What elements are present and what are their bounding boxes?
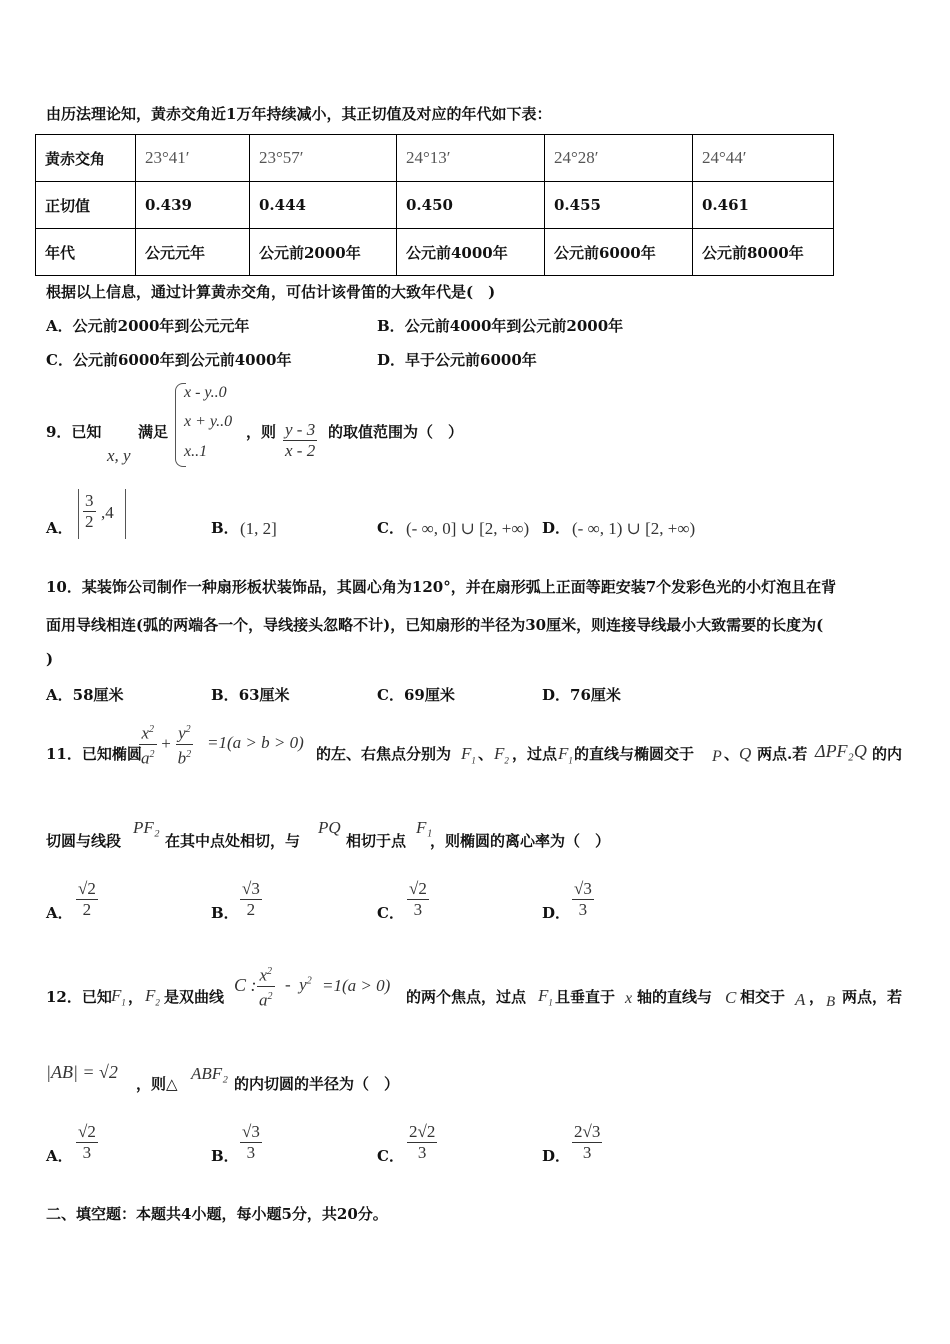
ellipse-equation: $\frac{x^2}{a^2}$ + $\frac{y^2}{b^2}$ xyxy=(141,723,192,768)
table-cell: 公元前8000年 xyxy=(693,229,834,276)
hyperbola-y-term: - $y^2$ xyxy=(285,975,312,994)
q12-option-c-value: $\frac{2√2}{3}$ xyxy=(409,1122,436,1162)
point-f1: $F_1$ xyxy=(111,986,126,1008)
option-text: 58厘米 xyxy=(72,686,124,704)
option-label: A． xyxy=(46,317,73,335)
point-a: A xyxy=(795,990,806,1009)
point-b: B xyxy=(826,994,836,1010)
q11-option-c-value: $\frac{√2}{3}$ xyxy=(409,879,427,919)
denominator: 2 xyxy=(85,512,94,531)
q12-text: ， xyxy=(128,988,144,1006)
q9-vars: x, y xyxy=(107,446,131,465)
point-f1: $F_1$ xyxy=(461,744,476,766)
q11-text: 两点.若 xyxy=(757,745,808,763)
q12-option-d-value: $\frac{2√3}{3}$ xyxy=(574,1122,601,1162)
intro-text: 由历法理论知，黄赤交角近1万年持续减小，其正切值及对应的年代如下表： xyxy=(46,105,552,123)
q10-line1: 10．某装饰公司制作一种扇形板状装饰品，其圆心角为120°，并在扇形弧上正面等距安装7个发彩色光的小灯泡且在背 xyxy=(46,578,837,596)
table-cell: 公元前4000年 xyxy=(397,229,545,276)
q12-text: ，则△ xyxy=(136,1075,178,1093)
q11-text: ，过点 xyxy=(512,745,558,763)
q9-suffix: 的取值范围为（ ） xyxy=(328,423,464,441)
q9-then: ，则 xyxy=(246,423,277,441)
q12-option-c[interactable]: C． xyxy=(377,1147,404,1165)
q11-text: 的直线与椭圆交于 xyxy=(574,745,695,763)
point-f1: $F_1$ xyxy=(538,986,553,1008)
q11-option-a-value: $\frac{√2}{2}$ xyxy=(78,879,96,919)
q10-line2: 面用导线相连(弧的两端各一个，导线接头忽略不计)，已知扇形的半径为30厘米，则连接导线最小大致需要的长度为( xyxy=(46,616,824,634)
option-label: C． xyxy=(377,686,404,704)
table-cell: 24°13′ xyxy=(397,135,545,182)
numerator: 3 xyxy=(85,491,94,510)
option-text: 公元前6000年到公元前4000年 xyxy=(72,351,292,369)
q12-prefix: 12．已知 xyxy=(46,988,112,1006)
q11-text: 的内 xyxy=(872,745,903,763)
option-label: B． xyxy=(377,317,405,335)
option-text: 公元前2000年到公元元年 xyxy=(72,317,250,335)
q8-option-d[interactable] xyxy=(377,349,537,370)
option-label: D． xyxy=(377,351,406,369)
q12-text: 相交于 xyxy=(740,988,786,1006)
option-label: D． xyxy=(542,686,571,704)
point-f2: $F_2$ xyxy=(494,744,509,766)
table-cell: 0.450 xyxy=(397,182,545,229)
q10-option-a[interactable] xyxy=(46,684,124,705)
q12-text: 的内切圆的半径为（ ） xyxy=(234,1075,400,1093)
q11-text: ，则椭圆的离心率为（ ） xyxy=(430,832,611,850)
table-row xyxy=(36,182,834,229)
q9-option-c-label[interactable]: C． xyxy=(377,519,404,537)
triangle-pf2q: ΔPF₂Q xyxy=(815,741,867,761)
segment-pq: PQ xyxy=(318,818,341,837)
q9-option-d-value: (- ∞, 1) ∪ [2, +∞) xyxy=(572,519,696,538)
q11-text: 在其中点处相切，与 xyxy=(165,832,301,850)
obliquity-table xyxy=(35,134,834,276)
row-label: 正切值 xyxy=(36,182,136,229)
q8-option-c[interactable] xyxy=(46,349,291,370)
option-label: B． xyxy=(211,686,239,704)
q11-sep: 、 xyxy=(724,745,740,763)
triangle-abf2: ABF₂ xyxy=(191,1064,229,1083)
curve-c: C xyxy=(725,988,737,1007)
point-f2: $F_2$ xyxy=(145,986,160,1008)
point-p: P xyxy=(712,748,722,765)
option-text: 76厘米 xyxy=(570,686,621,704)
q11-option-d-value: $\frac{√3}{3}$ xyxy=(574,879,592,919)
table-row xyxy=(36,135,834,182)
q11-option-b[interactable]: B． xyxy=(211,904,239,922)
option-label: C． xyxy=(46,351,73,369)
table-cell: 23°41′ xyxy=(136,135,250,182)
point-f1: F₁ xyxy=(416,818,433,837)
point-f1: $F_1$ xyxy=(558,744,573,766)
q9-constraint: x + y..0 xyxy=(184,413,233,430)
section-heading: 二、填空题：本题共4小题，每小题5分，共20分。 xyxy=(46,1205,388,1223)
q9-option-b-value: (1, 2] xyxy=(240,519,277,538)
option-text: 69厘米 xyxy=(403,686,455,704)
option-text: ,4 xyxy=(101,503,114,522)
hyperbola-c: C : xyxy=(234,975,257,995)
q11-sep: 、 xyxy=(478,745,494,763)
q11-text: 切圆与线段 xyxy=(46,832,122,850)
hyperbola-eq-tail: =1(a > 0) xyxy=(322,976,391,995)
table-cell: 24°44′ xyxy=(693,135,834,182)
q11-prefix: 11．已知椭圆 xyxy=(46,745,142,763)
q11-option-a[interactable]: A． xyxy=(46,904,73,922)
denominator: x - 2 xyxy=(285,441,316,460)
table-cell: 公元前6000年 xyxy=(545,229,693,276)
q10-option-d[interactable] xyxy=(542,684,621,705)
q9-mid: 满足 xyxy=(138,423,169,441)
row-label: 年代 xyxy=(36,229,136,276)
table-cell: 0.439 xyxy=(136,182,250,229)
ellipse-eq-tail: =1(a > b > 0) xyxy=(207,733,304,752)
q9-option-c-value: (- ∞, 0] ∪ [2, +∞) xyxy=(406,519,530,538)
q9-constraint: x - y..0 xyxy=(184,384,227,401)
q8-option-b[interactable] xyxy=(377,315,623,336)
q10-option-b[interactable] xyxy=(211,684,290,705)
point-q: Q xyxy=(739,744,752,763)
q9-prefix: 9．已知 xyxy=(46,423,102,441)
q9-fraction xyxy=(283,420,317,461)
table-cell: 公元前2000年 xyxy=(250,229,397,276)
numerator: y - 3 xyxy=(285,420,316,439)
q12-text: 是双曲线 xyxy=(164,988,225,1006)
option-text: 早于公元前6000年 xyxy=(405,351,537,369)
q12-option-a-value: $\frac{√2}{3}$ xyxy=(78,1122,96,1162)
table-cell: 24°28′ xyxy=(545,135,693,182)
q9-option-a-label[interactable]: A． xyxy=(46,519,73,537)
option-label: A． xyxy=(46,686,73,704)
q12-text: 两点，若 xyxy=(842,988,903,1006)
q12-text: 轴的直线与 xyxy=(637,988,713,1006)
q9-option-a-value xyxy=(78,489,126,539)
table-cell: 23°57′ xyxy=(250,135,397,182)
table-cell: 0.444 xyxy=(250,182,397,229)
segment-pf2: PF₂ xyxy=(133,818,160,837)
row-label: 黄赤交角 xyxy=(36,135,136,182)
hyperbola-fraction: $\frac{x^2}{a^2}$ xyxy=(259,965,273,1010)
q12-option-d[interactable]: D． xyxy=(542,1147,571,1165)
table-row xyxy=(36,229,834,276)
q9-constraint: x..1 xyxy=(184,443,208,460)
abs-ab-equation: |AB| = √2 xyxy=(46,1062,118,1082)
q11-option-b-value: $\frac{√3}{2}$ xyxy=(242,879,260,919)
q12-text: 且垂直于 xyxy=(555,988,616,1006)
q8-question: 根据以上信息，通过计算黄赤交角，可估计该骨笛的大致年代是( ) xyxy=(46,283,496,301)
q12-option-b-value: $\frac{√3}{3}$ xyxy=(242,1122,260,1162)
q12-text: ， xyxy=(809,988,825,1006)
q11-option-d[interactable]: D． xyxy=(542,904,571,922)
option-text: 公元前4000年到公元前2000年 xyxy=(404,317,624,335)
q11-text: 相切于点 xyxy=(346,832,407,850)
q9-option-d-label[interactable]: D． xyxy=(542,519,571,537)
q12-option-b[interactable]: B． xyxy=(211,1147,239,1165)
q11-option-c[interactable]: C． xyxy=(377,904,404,922)
table-cell: 0.461 xyxy=(693,182,834,229)
q10-option-c[interactable] xyxy=(377,684,455,705)
q12-text: 的两个焦点，过点 xyxy=(406,988,527,1006)
q12-option-a[interactable]: A． xyxy=(46,1147,73,1165)
q10-line3: ) xyxy=(46,650,54,668)
table-cell: 0.455 xyxy=(545,182,693,229)
table-cell: 公元元年 xyxy=(136,229,250,276)
q8-option-a[interactable] xyxy=(46,315,249,336)
q9-option-b-label[interactable]: B． xyxy=(211,519,239,537)
q11-text: 的左、右焦点分别为 xyxy=(316,745,452,763)
x-axis: x xyxy=(625,990,633,1007)
option-text: 63厘米 xyxy=(238,686,290,704)
